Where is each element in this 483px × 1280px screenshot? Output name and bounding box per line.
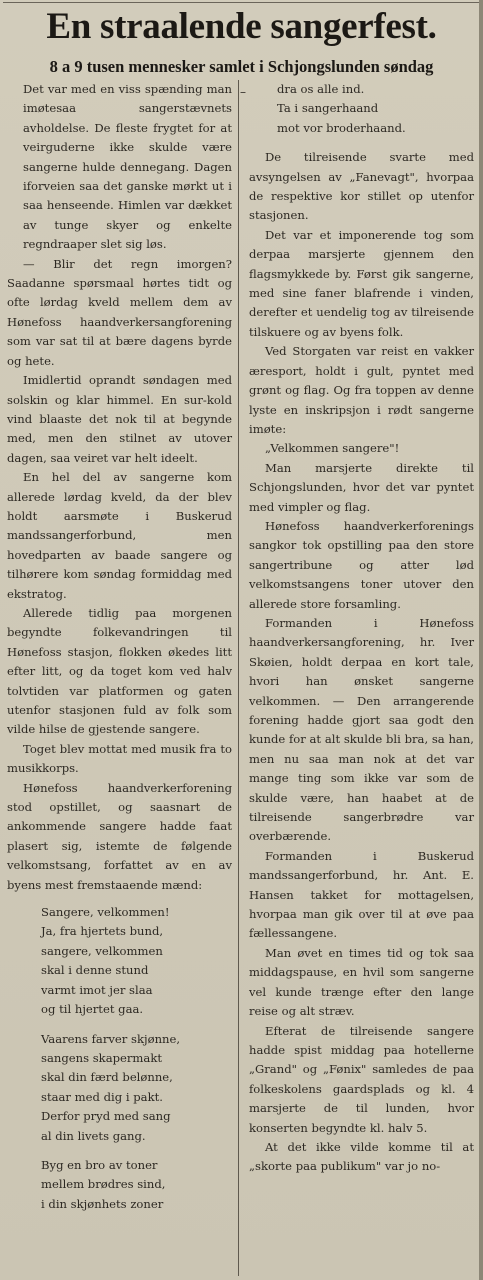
right-column xyxy=(249,80,474,1177)
poem-line: sangere, velkommen xyxy=(41,943,163,958)
paragraph: Imidlertid oprandt søndagen med solskin og klar himmel. En sur-kold vind blaaste det nok til at begynde med, men den stilnet av utover dagen, saa veiret var helt ideelt. xyxy=(7,373,232,465)
poem-line: og til hjertet gaa. xyxy=(41,1002,144,1017)
poem-line: Byg en bro av toner xyxy=(41,1157,158,1172)
paragraph: Hønefoss haandverkerforening stod opstillet, og saasnart de ankommende sangere hadde faat plasert sig, istemte de følgende velkomstsang, forfattet av en av byens mest fremstaaende mænd: xyxy=(7,780,232,892)
poem-line: dra os alle ind. xyxy=(277,82,365,96)
poem-line: Vaarens farver skjønne, xyxy=(41,1031,181,1046)
poem-stanza xyxy=(41,903,232,1019)
poem-stanza xyxy=(41,1030,232,1146)
paragraph: „Velkommen sangere"! xyxy=(265,441,400,456)
poem-line: skal i denne stund xyxy=(41,963,149,978)
paragraph: Formanden i Buskerud mandssangerforbund, hr. Ant. E. Hansen takket for mottagelsen, hvorpaa man gik over til at øve paa fællessangene. xyxy=(249,848,474,941)
column-dash: – xyxy=(240,85,246,99)
paragraph: Man øvet en times tid og tok saa middagspause, en hvil som sangerne vel kunde trænge efter den lange reise og alt stræv. xyxy=(249,945,474,1019)
poem-line: Sangere, velkommen! xyxy=(41,905,170,920)
poem-line: skal din færd belønne, xyxy=(41,1070,173,1085)
poem-line: sangens skapermakt xyxy=(41,1050,163,1065)
poem-continuation xyxy=(249,80,474,138)
poem-line: mot vor broderhaand. xyxy=(277,120,406,135)
paragraph: Man marsjerte direkte til Schjongslunden, hvor det var pyntet med vimpler og flag. xyxy=(249,460,474,514)
paragraph: Det var med en viss spænding man imøtesaa sangerstævnets avholdelse. De fleste frygtet for at veirguderne ikke skulde være sangerne hulde dennegang. Dagen iforveien saa det ganske mørkt ut i saa henseende. Himlen var dækket av tunge skyer og enkelte regndraaper slet sig løs. xyxy=(23,82,232,252)
paragraph: Hønefoss haandverkerforenings sangkor tok opstilling paa den store sangertribune og atter lød velkomstsangens toner utover den allerede store forsamling. xyxy=(249,518,474,611)
paragraph: Allerede tidlig paa morgenen begyndte folkevandringen til Hønefoss stasjon, flokken økedes litt efter litt, og da toget kom ved halv tolvtiden var platformen og gaten utenfor stasjonen fuld av folk som vilde hilse de gjestende sangere. xyxy=(7,605,232,737)
paragraph: De tilreisende svarte med avsyngelsen av „Fanevagt", hvorpaa de respektive kor stillet op utenfor stasjonen. xyxy=(249,150,474,223)
paragraph: At det ikke vilde komme til at „skorte paa publikum" var jo no- xyxy=(249,1139,474,1174)
paragraph: — Blir det regn imorgen? Saadanne spørsmaal hørtes tidt og ofte lørdag kveld mellem dem av Hønefoss haandverkersangforening som var sat til at bære dagens byrde og hete. xyxy=(7,256,232,368)
page-edge xyxy=(479,0,483,1280)
poem-line: Ta i sangerhaand xyxy=(277,101,379,116)
poem xyxy=(7,903,232,1214)
poem-line: al din livets gang. xyxy=(41,1128,146,1143)
column-divider xyxy=(238,80,239,1276)
article-subheadline: 8 a 9 tusen mennesker samlet i Schjongslunden søndag xyxy=(49,57,434,76)
paragraph: Ved Storgaten var reist en vakker æresport, holdt i gult, pyntet med grønt og flag. Og fra toppen av denne lyste en inskripsjon i rødt sangerne imøte: xyxy=(249,344,474,436)
poem-line: Ja, fra hjertets bund, xyxy=(41,924,164,939)
paragraph: Toget blev mottat med musik fra to musikkorps. xyxy=(7,741,232,776)
paragraph: Efterat de tilreisende sangere hadde spist middag paa hotellerne „Grand" og „Fønix" samledes de paa folkeskolens gaardsplads og kl. 4 marsjerte de til lunden, hvor konserten begyndte kl. halv 5. xyxy=(249,1023,474,1135)
poem-line: i din skjønhets zoner xyxy=(41,1196,164,1211)
paragraph: Det var et imponerende tog som derpaa marsjerte gjennem den flagsmykkede by. Først gik sangerne, med sine faner blafrende i vinden, derefter et uendelig tog av tilreisende tilskuere og av byens folk. xyxy=(249,227,474,339)
poem-line: mellem brødres sind, xyxy=(41,1177,166,1192)
poem-line: varmt imot jer slaa xyxy=(41,982,153,997)
paragraph: En hel del av sangerne kom allerede lørdag kveld, da der blev holdt aarsmøte i Buskerud mandssangerforbund, men hovedparten av baade sangere og tilhørere kom søndag formiddag med ekstratog. xyxy=(7,470,232,601)
article-headline: En straalende sangerfest. xyxy=(46,6,437,47)
poem-line: staar med dig i pakt. xyxy=(41,1089,163,1104)
paragraph: Formanden i Hønefoss haandverkersangforening, hr. Iver Skøien, holdt derpaa en kort tale, hvori han ønsket sangerne velkommen. — Den arrangerende forening hadde gjort saa godt den kunde for at alt skulde bli bra, sa han, men nu saa man nok at det var mange ting som ikke var som de skulde være, han haabet at de tilreisende sangerbrødre var overbærende. xyxy=(249,615,474,844)
poem-line: Derfor pryd med sang xyxy=(41,1109,171,1124)
poem-stanza xyxy=(41,1156,232,1214)
left-column xyxy=(7,80,232,1214)
